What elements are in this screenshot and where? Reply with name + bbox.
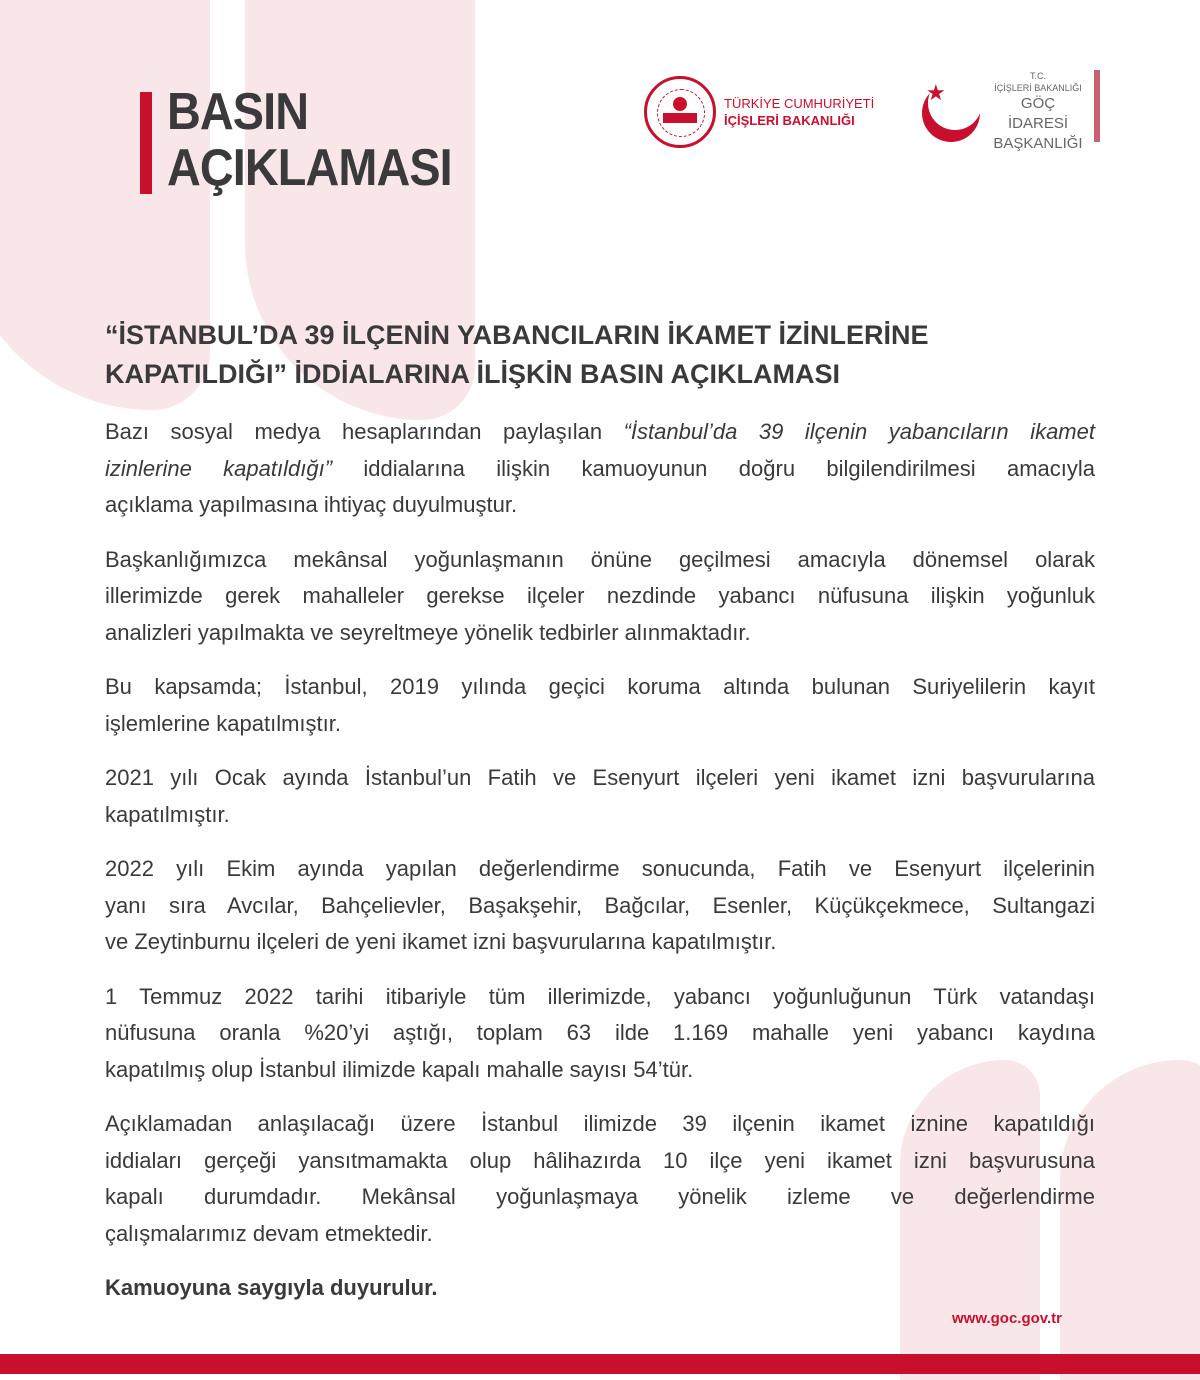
paragraph [105, 760, 1095, 833]
text: iddialarına ilişkin kamuoyunun doğru bilgilendirilmesi amacıyla [332, 455, 1095, 481]
text-line: nüfusuna oranla %20’yi aştığı, toplam 63 ilde 1.169 mahalle yeni yabancı kaydına [105, 1020, 1095, 1045]
page-header [167, 84, 452, 196]
text-line: Açıklamadan anlaşılacağı üzere İstanbul ilimizde 39 ilçenin ikamet iznine kapatıldığı [105, 1111, 1095, 1136]
text-line: işlemlerine kapatılmıştır. [105, 710, 341, 736]
text-line: kapalı durumdadır. Mekânsal yoğunlaşmaya yönelik izleme ve değerlendirme [105, 1184, 1095, 1209]
ministry-logo-text [724, 95, 874, 129]
text: Bazı sosyal medya hesaplarından paylaşılan [105, 419, 624, 444]
text-line: 2022 yılı Ekim ayında yapılan değerlendirme sonucunda, Fatih ve Esenyurt ilçelerinin [105, 856, 1095, 881]
logo-divider [1094, 70, 1100, 142]
paragraph [105, 669, 1095, 742]
ministry-seal-logo [644, 76, 716, 148]
quoted-claim: “İstanbul’da 39 ilçenin yabancıların ikamet [623, 419, 1095, 444]
text-line: Bu kapsamda; İstanbul, 2019 yılında geçici koruma altında bulunan Suriyelilerin kayıt [105, 674, 1095, 699]
text-line: 2021 yılı Ocak ayında İstanbul’un Fatih ve Esenyurt ilçeleri yeni ikamet izni başvurularına [105, 765, 1095, 790]
logo-text-line: İÇİŞLERİ BAKANLIĞI [724, 113, 855, 128]
text-line: yanı sıra Avcılar, Bahçelievler, Başakşehir, Bağcılar, Esenler, Küçükçekmece, Sultangazi [105, 892, 1095, 918]
paragraph [105, 542, 1095, 652]
text-line: 1 Temmuz 2022 tarihi itibariyle tüm illerimizde, yabancı yoğunluğunun Türk vatandaşı [105, 983, 1095, 1009]
quoted-claim: izinlerine kapatıldığı” [105, 455, 333, 481]
paragraph [105, 979, 1095, 1089]
header-line: AÇIKLAMASI [167, 139, 452, 197]
star-icon: ★ [926, 80, 946, 105]
text-line: kapatılmıştır. [105, 801, 230, 827]
title-line: “İSTANBUL’DA 39 İLÇENİN YABANCILARIN İKAMET İZİNLERİNE [105, 320, 929, 350]
logo-text-line: GÖÇ İDARESİ [1007, 95, 1068, 132]
logo-text-line: TÜRKİYE CUMHURİYETİ [724, 96, 875, 111]
text-line: Başkanlığımızca mekânsal yoğunlaşmanın önüne geçilmesi amacıyla dönemsel olarak [105, 546, 1095, 572]
text-line: kapatılmış olup İstanbul ilimizde kapalı mahalle sayısı 54’tür. [105, 1056, 694, 1082]
text-line: analizleri yapılmakta ve seyreltmeye yönelik tedbirler alınmaktadır. [105, 619, 751, 645]
text-line: ve Zeytinburnu ilçeleri de yeni ikamet izni başvurularına kapatılmıştır. [105, 929, 777, 954]
paragraph [105, 414, 1095, 524]
footer-bar [0, 1354, 1200, 1374]
paragraph [105, 1106, 1095, 1252]
text: açıklama yapılmasına ihtiyaç duyulmuştur. [105, 492, 518, 517]
logo-text-line: İÇİŞLERİ BAKANLIĞI [994, 83, 1082, 93]
document-title [105, 316, 1105, 394]
document-body [105, 414, 1095, 1307]
text-line: illerimizde gerek mahalleler gerekse ilçeler nezdinde yabancı nüfusuna ilişkin yoğunluk [105, 583, 1095, 608]
closing-statement: Kamuoyuna saygıyla duyurulur. [105, 1275, 438, 1300]
logo-text-line: T.C. [1029, 71, 1046, 81]
logo-text-line: BAŞKANLIĞI [993, 135, 1083, 152]
text-line: çalışmalarımız devam etmektedir. [105, 1220, 433, 1246]
title-line: KAPATILDIĞI” İDDİALARINA İLİŞKİN BASIN AÇIKLAMASI [105, 359, 840, 389]
migration-logo-text [992, 70, 1084, 154]
text-line: iddiaları gerçeği yansıtmamakta olup hâlihazırda 10 ilçe yeni ikamet izni başvurusuna [105, 1147, 1095, 1173]
header-accent-bar [140, 92, 152, 194]
website-link[interactable]: www.goc.gov.tr [952, 1310, 1063, 1327]
header-line: BASIN [167, 83, 309, 141]
paragraph [105, 851, 1095, 961]
